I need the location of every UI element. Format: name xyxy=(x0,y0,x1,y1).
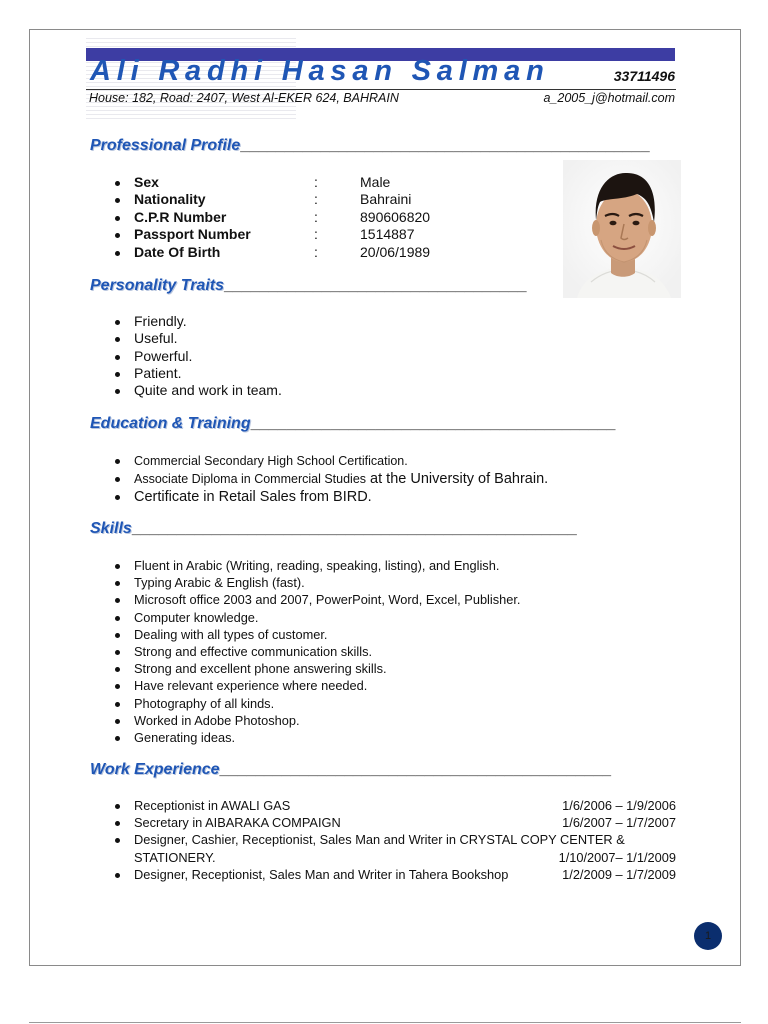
work-item: Secretary in AIBARAKA COMPAIGN 1/6/2007 – 1/7/2007 xyxy=(110,814,680,831)
list-item: Certificate in Retail Sales from BIRD. xyxy=(110,488,548,506)
section-heading-skills: Skills__________________________________________________ xyxy=(90,520,577,537)
profile-item: C.P.R Number : 890606820 xyxy=(110,209,430,226)
address: House: 182, Road: 2407, West Al-EKER 624, BAHRAIN xyxy=(89,91,399,105)
work-list xyxy=(110,797,680,883)
profile-list xyxy=(110,174,430,261)
list-item: Powerful. xyxy=(110,348,282,365)
header-rule xyxy=(86,89,676,90)
applicant-name: Ali Radhi Hasan Salman xyxy=(90,55,550,87)
profile-item: Sex : Male xyxy=(110,174,430,191)
education-list xyxy=(110,452,548,506)
traits-list xyxy=(110,313,282,399)
page-bottom-divider xyxy=(29,1022,741,1023)
list-item: Photography of all kinds. xyxy=(110,695,521,712)
work-item: Designer, Cashier, Receptionist, Sales Man and Writer in CRYSTAL COPY CENTER & STATIONERY. 1/10/2007– 1/1/2009 xyxy=(110,831,680,865)
list-item: Fluent in Arabic (Writing, reading, speaking, listing), and English. xyxy=(110,557,521,574)
work-item: Designer, Receptionist, Sales Man and Writer in Tahera Bookshop 1/2/2009 – 1/7/2009 xyxy=(110,866,680,883)
list-item: Microsoft office 2003 and 2007, PowerPoint, Word, Excel, Publisher. xyxy=(110,591,521,608)
section-heading-work: Work Experience____________________________________________ xyxy=(90,761,612,778)
email-address: a_2005_j@hotmail.com xyxy=(543,91,675,105)
section-heading-education: Education & Training_________________________________________ xyxy=(90,415,616,432)
list-item: Strong and effective communication skills. xyxy=(110,643,521,660)
list-item: Useful. xyxy=(110,330,282,347)
list-item: Associate Diploma in Commercial Studies at the University of Bahrain. xyxy=(110,470,548,488)
profile-item: Date Of Birth : 20/06/1989 xyxy=(110,244,430,261)
list-item: Typing Arabic & English (fast). xyxy=(110,574,521,591)
list-item: Worked in Adobe Photoshop. xyxy=(110,712,521,729)
list-item: Strong and excellent phone answering skills. xyxy=(110,660,521,677)
list-item: Have relevant experience where needed. xyxy=(110,677,521,694)
profile-item: Nationality : Bahraini xyxy=(110,191,430,208)
list-item: Quite and work in team. xyxy=(110,382,282,399)
work-item: Receptionist in AWALI GAS 1/6/2006 – 1/9/2006 xyxy=(110,797,680,814)
profile-photo xyxy=(563,160,681,298)
section-heading-traits: Personality Traits__________________________________ xyxy=(90,277,527,294)
skills-list xyxy=(110,557,521,746)
list-item: Patient. xyxy=(110,365,282,382)
page-number-badge: 1 xyxy=(694,922,722,950)
list-item: Friendly. xyxy=(110,313,282,330)
phone-number: 33711496 xyxy=(613,68,675,84)
list-item: Generating ideas. xyxy=(110,729,521,746)
list-item: Commercial Secondary High School Certification. xyxy=(110,452,548,470)
profile-item: Passport Number : 1514887 xyxy=(110,226,430,243)
list-item: Computer knowledge. xyxy=(110,609,521,626)
section-heading-profile: Professional Profile______________________________________________ xyxy=(90,137,650,154)
list-item: Dealing with all types of customer. xyxy=(110,626,521,643)
